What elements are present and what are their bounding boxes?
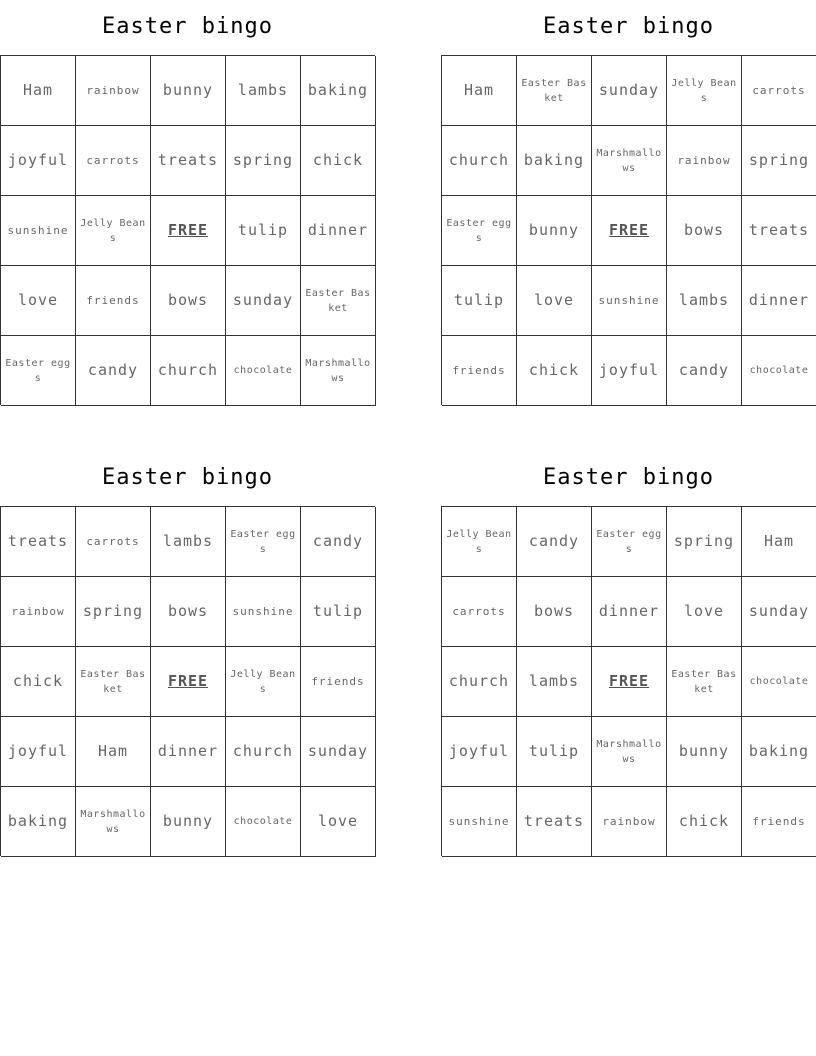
card-title: Easter bingo: [543, 465, 714, 490]
bingo-cell: rainbow: [667, 126, 742, 196]
bingo-cell: Marshmallows: [301, 336, 376, 406]
bingo-cell: bunny: [517, 196, 592, 266]
card-title: Easter bingo: [543, 14, 714, 39]
bingo-cell: dinner: [592, 577, 667, 647]
bingo-grid: [441, 506, 816, 856]
bingo-cell: sunshine: [442, 787, 517, 857]
bingo-cell: lambs: [667, 266, 742, 336]
bingo-cell: church: [442, 647, 517, 717]
bingo-cell: love: [667, 577, 742, 647]
bingo-cell: rainbow: [76, 56, 151, 126]
bingo-cell: tulip: [226, 196, 301, 266]
bingo-cell: dinner: [151, 717, 226, 787]
bingo-cell: Easter eggs: [1, 336, 76, 406]
bingo-cell: rainbow: [1, 577, 76, 647]
bingo-cell: bows: [667, 196, 742, 266]
bingo-cell: bunny: [667, 717, 742, 787]
bingo-grid: [0, 55, 375, 405]
bingo-cell: candy: [667, 336, 742, 406]
bingo-cell: treats: [517, 787, 592, 857]
bingo-cell: chick: [301, 126, 376, 196]
bingo-cell: church: [226, 717, 301, 787]
bingo-cell: Marshmallows: [76, 787, 151, 857]
bingo-cell: sunday: [592, 56, 667, 126]
bingo-cell: sunday: [742, 577, 816, 647]
bingo-cell: Jelly Beans: [442, 507, 517, 577]
bingo-cell: Easter Basket: [517, 56, 592, 126]
bingo-cell: chick: [667, 787, 742, 857]
bingo-cell: friends: [442, 336, 517, 406]
bingo-cell: love: [1, 266, 76, 336]
bingo-card-3: [0, 463, 375, 856]
bingo-cell: Ham: [1, 56, 76, 126]
bingo-cell: candy: [76, 336, 151, 406]
bingo-cell: bunny: [151, 787, 226, 857]
bingo-cell: Ham: [742, 507, 816, 577]
bingo-cell: sunshine: [226, 577, 301, 647]
bingo-cell: Marshmallows: [592, 717, 667, 787]
bingo-cell: sunshine: [592, 266, 667, 336]
bingo-card-4: [441, 463, 816, 856]
bingo-cell: sunday: [226, 266, 301, 336]
bingo-cell: Easter Basket: [301, 266, 376, 336]
bingo-cell: tulip: [517, 717, 592, 787]
bingo-cell: chocolate: [742, 647, 816, 717]
bingo-cell: carrots: [442, 577, 517, 647]
bingo-cell: bows: [517, 577, 592, 647]
bingo-cell: Ham: [76, 717, 151, 787]
bingo-cell: friends: [76, 266, 151, 336]
bingo-cell: tulip: [442, 266, 517, 336]
bingo-cell: bows: [151, 266, 226, 336]
bingo-cell: candy: [517, 507, 592, 577]
bingo-cell: love: [517, 266, 592, 336]
bingo-cell: Easter Basket: [667, 647, 742, 717]
bingo-cell: lambs: [226, 56, 301, 126]
bingo-cell: carrots: [76, 126, 151, 196]
card-title: Easter bingo: [102, 14, 273, 39]
free-space-cell: FREE: [151, 196, 226, 266]
bingo-card-1: [0, 12, 375, 405]
bingo-cell: Easter eggs: [226, 507, 301, 577]
bingo-cell: dinner: [742, 266, 816, 336]
bingo-cell: treats: [151, 126, 226, 196]
bingo-cell: sunshine: [1, 196, 76, 266]
bingo-cell: lambs: [517, 647, 592, 717]
bingo-cell: Jelly Beans: [667, 56, 742, 126]
bingo-cell: Easter eggs: [592, 507, 667, 577]
bingo-cell: joyful: [1, 126, 76, 196]
bingo-cell: baking: [301, 56, 376, 126]
bingo-cell: carrots: [76, 507, 151, 577]
bingo-cell: bows: [151, 577, 226, 647]
bingo-cell: bunny: [151, 56, 226, 126]
bingo-cell: joyful: [592, 336, 667, 406]
bingo-cell: chocolate: [226, 787, 301, 857]
bingo-cell: chocolate: [226, 336, 301, 406]
bingo-cell: spring: [226, 126, 301, 196]
bingo-cell: baking: [742, 717, 816, 787]
bingo-cell: chick: [517, 336, 592, 406]
bingo-cell: dinner: [301, 196, 376, 266]
bingo-cell: spring: [667, 507, 742, 577]
bingo-cell: Ham: [442, 56, 517, 126]
bingo-cell: joyful: [1, 717, 76, 787]
bingo-cell: candy: [301, 507, 376, 577]
bingo-cell: Easter Basket: [76, 647, 151, 717]
bingo-cell: love: [301, 787, 376, 857]
bingo-cell: church: [151, 336, 226, 406]
bingo-cell: treats: [1, 507, 76, 577]
bingo-cell: spring: [76, 577, 151, 647]
bingo-cell: Jelly Beans: [76, 196, 151, 266]
bingo-cell: spring: [742, 126, 816, 196]
bingo-cell: carrots: [742, 56, 816, 126]
bingo-cell: rainbow: [592, 787, 667, 857]
bingo-cell: chick: [1, 647, 76, 717]
card-title: Easter bingo: [102, 465, 273, 490]
bingo-cell: treats: [742, 196, 816, 266]
free-space-cell: FREE: [151, 647, 226, 717]
free-space-cell: FREE: [592, 196, 667, 266]
bingo-grid: [0, 506, 375, 856]
bingo-card-2: [441, 12, 816, 405]
bingo-cell: chocolate: [742, 336, 816, 406]
bingo-cell: tulip: [301, 577, 376, 647]
bingo-cell: Jelly Beans: [226, 647, 301, 717]
free-space-cell: FREE: [592, 647, 667, 717]
bingo-cell: sunday: [301, 717, 376, 787]
bingo-cell: lambs: [151, 507, 226, 577]
bingo-cell: Marshmallows: [592, 126, 667, 196]
bingo-cell: friends: [301, 647, 376, 717]
bingo-cell: baking: [1, 787, 76, 857]
bingo-grid: [441, 55, 816, 405]
bingo-cell: baking: [517, 126, 592, 196]
bingo-cell: joyful: [442, 717, 517, 787]
bingo-cell: friends: [742, 787, 816, 857]
bingo-cell: church: [442, 126, 517, 196]
bingo-cell: Easter eggs: [442, 196, 517, 266]
